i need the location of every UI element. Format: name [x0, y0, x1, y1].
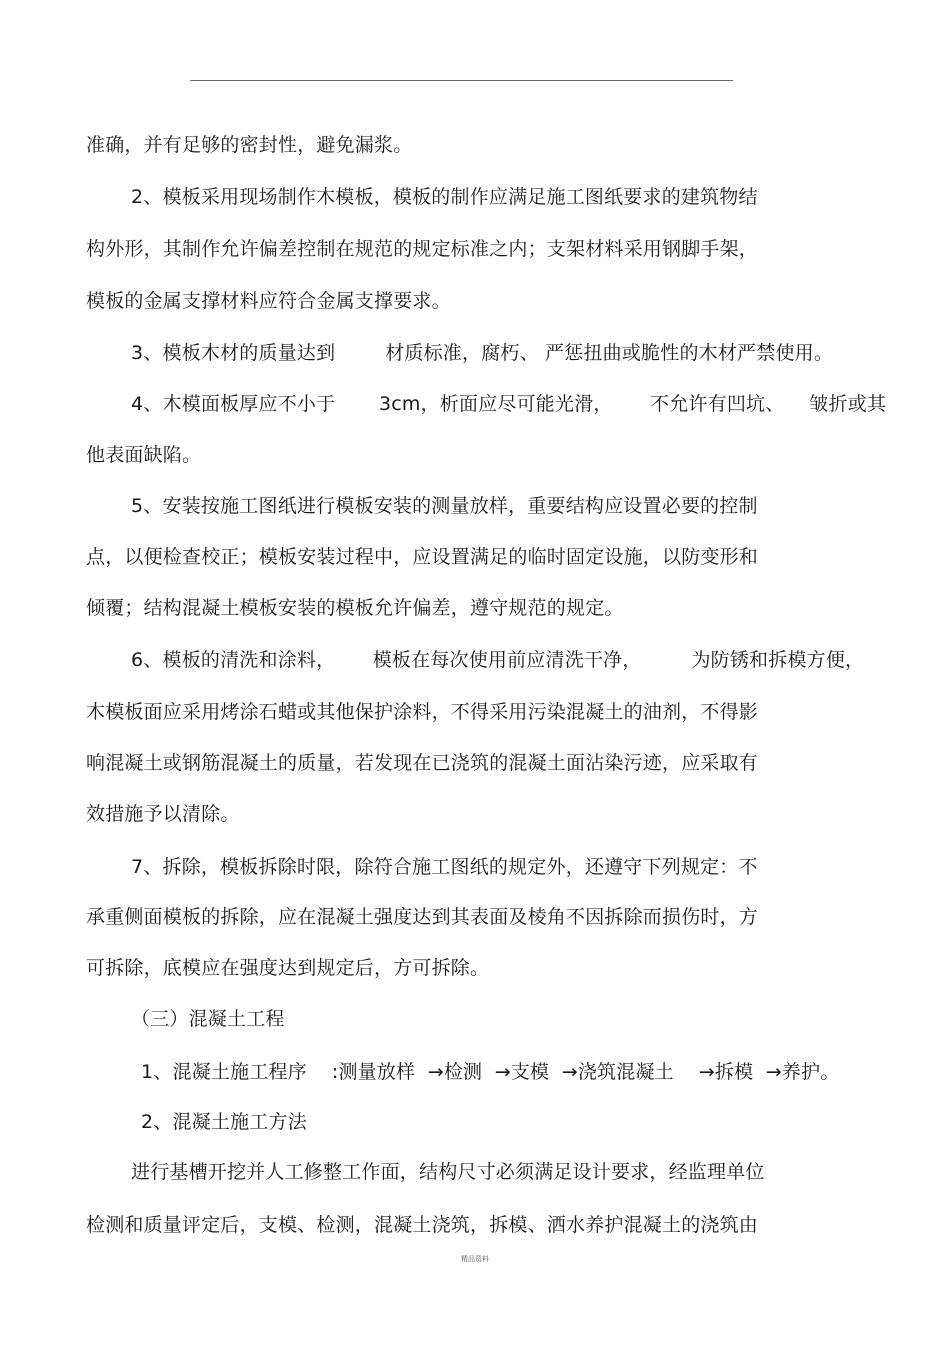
text-line: 构外形，其制作允许偏差控制在规范的规定标准之内；支架材料采用钢脚手架， [86, 238, 759, 260]
page-footer: 精品资料 [461, 1255, 489, 1263]
text-line: 2、混凝土施工方法 [141, 1111, 307, 1133]
text-line: 响混凝土或钢筋混凝土的质量，若发现在已浇筑的混凝土面沾染污迹，应采取有 [86, 752, 759, 774]
text-line: 6、模板的清洗和涂料， 模板在每次使用前应清洗干净， 为防锈和拆模方便， [131, 649, 865, 671]
text-line: 进行基槽开挖并人工修整工作面，结构尺寸必须满足设计要求，经监理单位 [131, 1161, 765, 1183]
header-rule [190, 80, 733, 81]
text-line: 效措施予以清除。 [86, 803, 240, 825]
text-line: 1、混凝土施工程序 :测量放样 →检测 →支模 →浇筑混凝土 →拆模 →养护。 [141, 1061, 840, 1083]
text-line: 倾覆；结构混凝土模板安装的模板允许偏差，遵守规范的规定。 [86, 597, 624, 619]
text-line: 5、安装按施工图纸进行模板安装的测量放样，重要结构应设置必要的控制 [131, 495, 758, 517]
text-line: 承重侧面模板的拆除，应在混凝土强度达到其表面及棱角不因拆除而损伤时，方 [86, 906, 759, 928]
text-line: 准确，并有足够的密封性，避免漏浆。 [86, 134, 413, 156]
text-line: 4、木模面板厚应不小于 3cm，析面应尽可能光滑， 不允许有凹坑、 皱折或其 [131, 393, 887, 415]
text-line: 3、模板木材的质量达到 材质标准，腐朽、 严惩扭曲或脆性的木材严禁使用。 [131, 342, 834, 364]
text-line: 2、模板采用现场制作木模板，模板的制作应满足施工图纸要求的建筑物结 [131, 186, 758, 208]
text-line: 木模板面应采用烤涂石蜡或其他保护涂料，不得采用污染混凝土的油剂，不得影 [86, 701, 759, 723]
text-line: 他表面缺陷。 [86, 444, 202, 466]
text-line: 模板的金属支撑材料应符合金属支撑要求。 [86, 290, 451, 312]
section-heading: （三）混凝土工程 [131, 1008, 285, 1030]
text-line: 可拆除，底模应在强度达到规定后，方可拆除。 [86, 957, 490, 979]
text-line: 检测和质量评定后，支模、检测，混凝土浇筑，拆模、洒水养护混凝土的浇筑由 [86, 1214, 759, 1236]
text-line: 点，以便检查校正；模板安装过程中，应设置满足的临时固定设施，以防变形和 [86, 546, 759, 568]
text-line: 7、拆除，模板拆除时限，除符合施工图纸的规定外，还遵守下列规定：不 [131, 856, 758, 878]
